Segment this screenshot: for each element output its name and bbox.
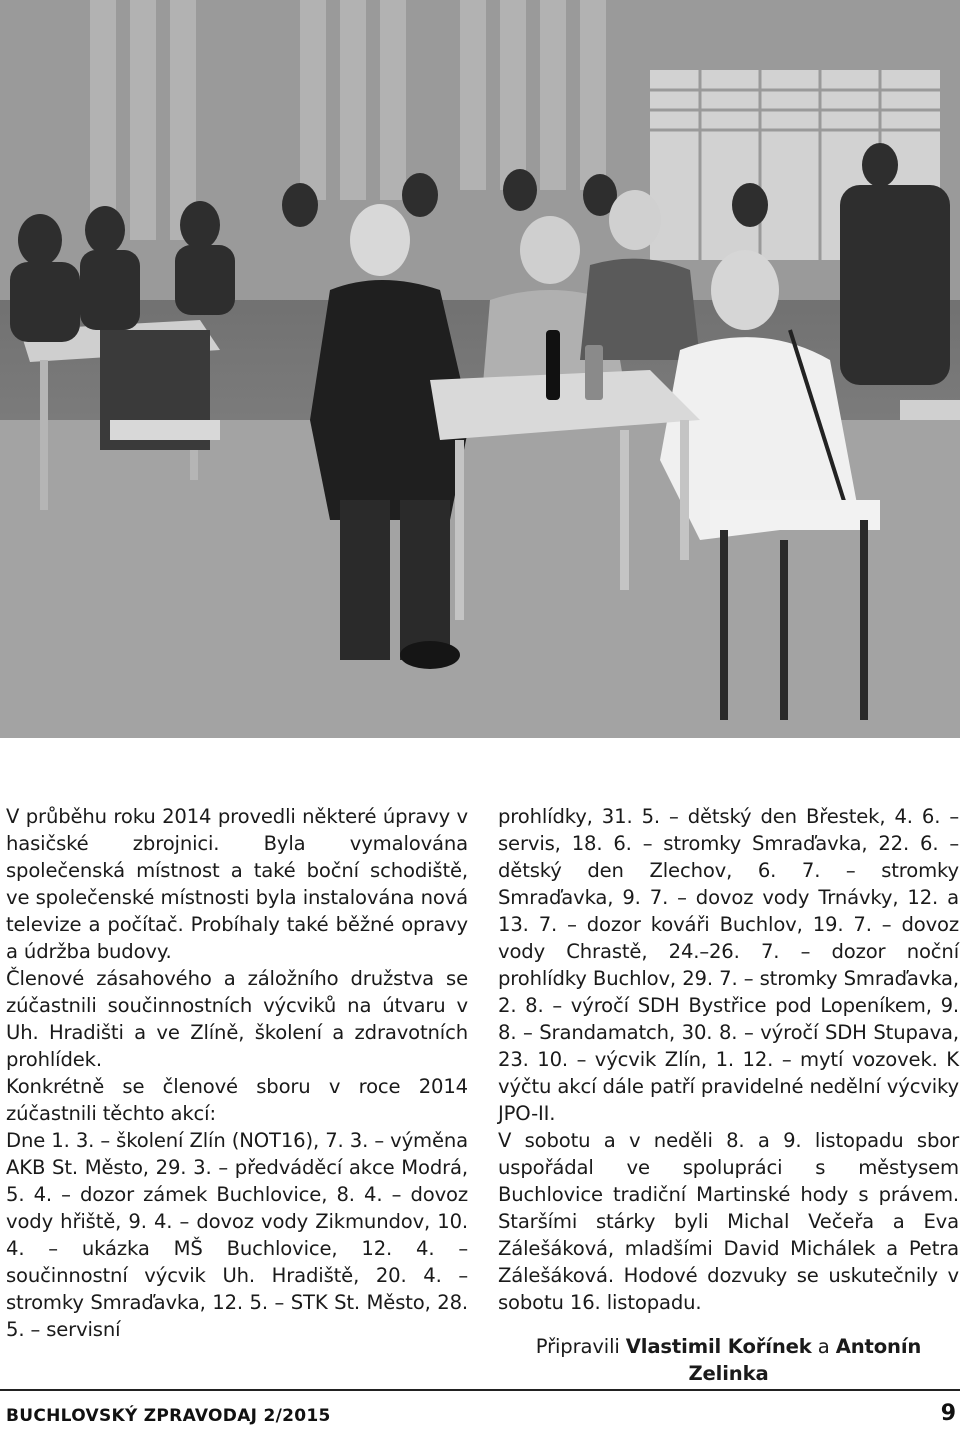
paragraph-events-intro: Konkrétně se členové sboru v roce 2014 zúčastnili těchto akcí: [6,1075,468,1125]
article-column-left [6,803,468,1343]
credits-joiner: a [811,1335,836,1358]
paragraph-events-list-continued: prohlídky, 31. 5. – dětský den Břestek, 4. 6. – servis, 18. 6. – stromky Smraďavka, 22. 6. – dětský den Zlechov, 6. 7. – stromky Smraďavka, 9. 7. – dovoz vody Trnávky, 12. a 13. 7. – dozor kováři Buchlov, 19. 7. – dovoz vody Chrastě, 24.–26. 7. – dozor noční prohlídky Buchlov, 29. 7. – stromky Smraďavka, 2. 8. – výročí SDH Bystřice pod Lopeníkem, 9. 8. – Srandamatch, 30. 8. – výročí SDH Stupava, 23. 10. – výcvik Zlín, 1. 12. – mytí vozovek. K výčtu akcí dále patří pravidelné nedělní výcviky JPO-II. [498,805,959,1125]
paragraph-events-list: Dne 1. 3. – školení Zlín (NOT16), 7. 3. – výměna AKB St. Město, 29. 3. – předváděcí akce Modrá, 5. 4. – dozor zámek Buchlovice, 8. 4. – dovoz vody hřiště, 9. 4. – dovoz vody Zikmundov, 10. 4. – ukázka MŠ Buchlovice, 12. 4. – součinnostní výcvik Uh. Hradiště, 20. 4. – stromky Smraďavka, 12. 5. – STK St. Město, 28. 5. – servisní [6,1129,468,1341]
paragraph-renovations: V průběhu roku 2014 provedli některé úpravy v hasičské zbrojnici. Byla vymalována společenská místnost a také boční schodiště, ve společenské místnosti byla instalována nová televize a počítač. Probíhaly také běžné opravy a údržba budovy. [6,805,468,963]
credits-author-1: Vlastimil Kořínek [625,1335,812,1358]
article-credits [498,1333,959,1387]
credits-prefix: Připravili [535,1335,626,1358]
footer-publication-title: BUCHLOVSKÝ ZPRAVODAJ 2/2015 [6,1406,331,1426]
paragraph-training: Členové zásahového a záložního družstva se zúčastnili součinnostních výcviků na útvaru v Uh. Hradišti a ve Zlíně, školení a zdravotních prohlídek. [6,967,468,1071]
article-column-right [498,803,959,1387]
paragraph-martinske-hody: V sobotu a v neděli 8. a 9. listopadu sbor uspořádal ve spolupráci s městysem Buchlovice tradiční Martinské hody s právem. Staršími stárky byli Michal Večeřa a Eva Zálešáková, mladšími David Michálek a Petra Zálešáková. Hodové dozvuky se uskutečnily v sobotu 16. listopadu. [498,1129,959,1314]
footer-divider [0,1389,960,1391]
footer-page-number: 9 [940,1401,956,1426]
credits-author-2: Antonín Zelinka [688,1335,922,1385]
